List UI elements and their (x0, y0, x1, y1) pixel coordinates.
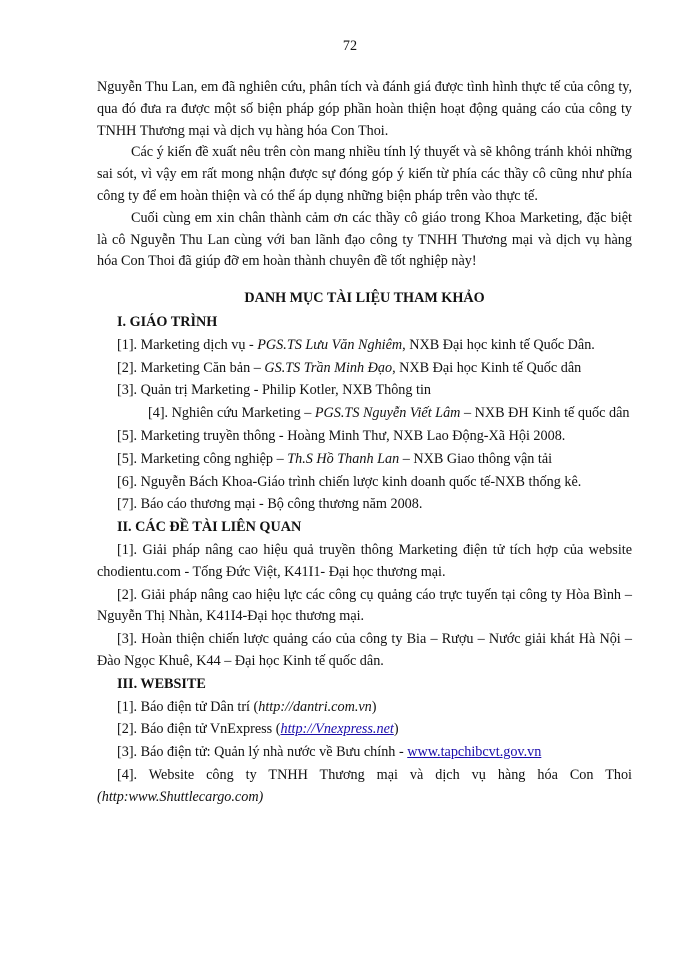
reference-item: [6]. Nguyễn Bách Khoa-Giáo trình chiến lược kinh doanh quốc tế-NXB thống kê. (117, 473, 582, 490)
related-topic-item: [2]. Giải pháp nâng cao hiệu lực các công cụ quảng cáo trực tuyến tại công ty Hòa Bình – Nguyễn Thị Nhàn, K41I4-Đại học thương mại. (97, 586, 632, 625)
conclusion-paragraph-1: Nguyễn Thu Lan, em đã nghiên cứu, phân tích và đánh giá được tình hình thực tế của công ty, qua đó đưa ra được một số biện pháp góp phần hoàn thiện hoạt động quảng cáo của công ty TNHH Thương mại và dịch vụ hàng hóa Con Thoi. (97, 79, 632, 139)
website-item: [4]. Website công ty TNHH Thương mại và dịch vụ hàng hóa Con Thoi (http:www.Shuttlecargo.com) (97, 766, 632, 805)
document-body (97, 77, 632, 809)
page-number: 72 (342, 38, 358, 54)
section-heading-related-topics: II. CÁC ĐỀ TÀI LIÊN QUAN (117, 519, 302, 536)
website-item: [2]. Báo điện tử VnExpress (http://Vnexpress.net) (117, 721, 399, 738)
reference-item: [3]. Quản trị Marketing - Philip Kotler, NXB Thông tin (117, 382, 432, 399)
vnexpress-link[interactable]: http://Vnexpress.net (280, 721, 394, 738)
website-item: [3]. Báo điện tử: Quản lý nhà nước về Bưu chính - www.tapchibcvt.gov.vn (117, 744, 542, 761)
reference-item: [7]. Báo cáo thương mại - Bộ công thương năm 2008. (117, 496, 423, 513)
website-item: [1]. Báo điện tử Dân trí (http://dantri.com.vn) (117, 698, 377, 715)
section-heading-website: III. WEBSITE (117, 675, 206, 692)
reference-item: [2]. Marketing Căn bản – GS.TS Trần Minh Đạo, NXB Đại học Kinh tế Quốc dân (117, 359, 582, 376)
reference-item: [1]. Marketing dịch vụ - PGS.TS Lưu Văn Nghiêm, NXB Đại học kinh tế Quốc Dân. (117, 336, 595, 353)
references-title: DANH MỤC TÀI LIỆU THAM KHẢO (244, 290, 485, 307)
conclusion-paragraph-2: Các ý kiến đề xuất nêu trên còn mang nhiều tính lý thuyết và sẽ không tránh khỏi những sai sót, vì vậy em rất mong nhận được sự đóng góp ý kiến từ phía các thầy cô cũng như phía công ty để em hoàn thiện và có thể áp dụng những biện pháp trên vào thực tế. (97, 144, 632, 204)
reference-item: [5]. Marketing công nghiệp – Th.S Hồ Thanh Lan – NXB Giao thông vận tải (117, 450, 553, 467)
section-heading-textbooks: I. GIÁO TRÌNH (117, 313, 218, 330)
reference-item: [5]. Marketing truyền thông - Hoàng Minh Thư, NXB Lao Động-Xã Hội 2008. (117, 427, 566, 444)
related-topic-item: [1]. Giải pháp nâng cao hiệu quả truyền thông Marketing điện tử tích hợp của website chodientu.com - Tống Đức Việt, K41I1- Đại học thương mại. (97, 541, 632, 580)
related-topic-item: [3]. Hoàn thiện chiến lược quảng cáo của công ty Bia – Rượu – Nước giải khát Hà Nội – Đào Ngọc Khuê, K44 – Đại học Kinh tế quốc dân. (97, 631, 632, 669)
conclusion-paragraph-3: Cuối cùng em xin chân thành cảm ơn các thầy cô giáo trong Khoa Marketing, đặc biệt là cô Nguyễn Thu Lan cùng với ban lãnh đạo công ty TNHH Thương mại và dịch vụ hàng hóa Con Thoi đã giúp đỡ em hoàn thành chuyên đề tốt nghiệp này! (97, 209, 632, 270)
reference-item: [4]. Nghiên cứu Marketing – PGS.TS Nguyễn Viết Lâm – NXB ĐH Kinh tế quốc dân (148, 405, 630, 422)
tapchibcvt-link[interactable]: www.tapchibcvt.gov.vn (407, 744, 542, 761)
